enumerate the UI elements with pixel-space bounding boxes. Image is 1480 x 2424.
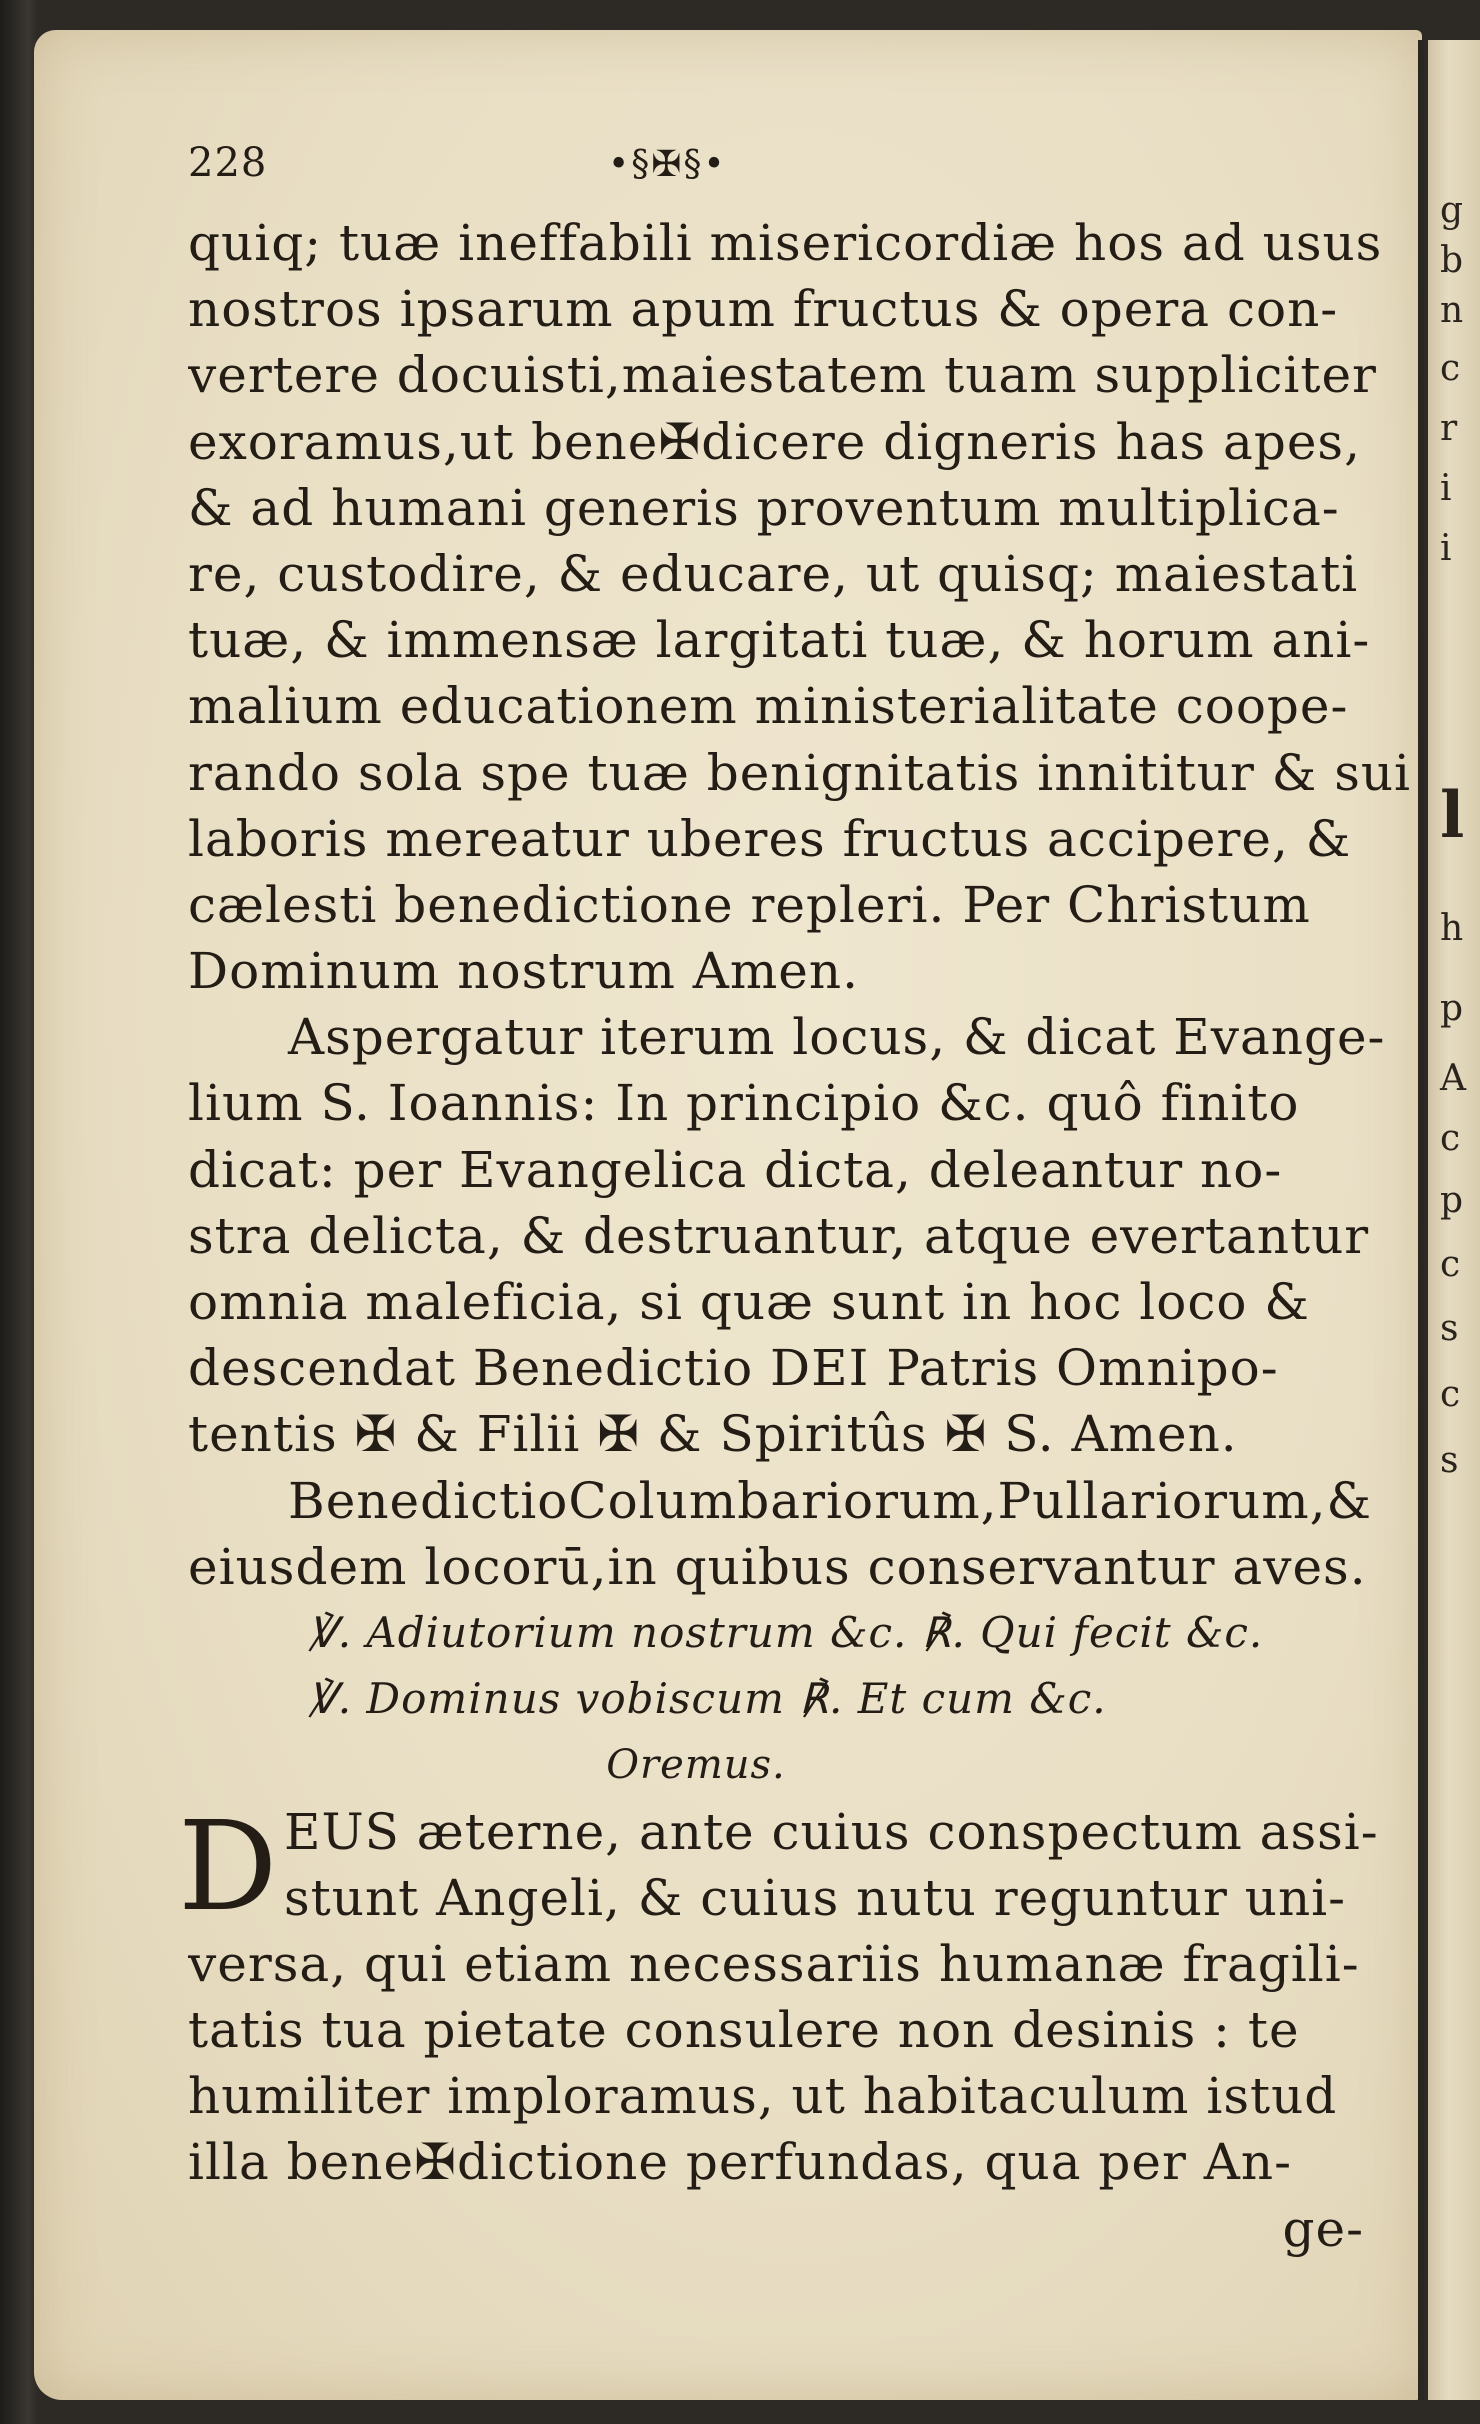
text-line: tentis ✠ & Filii ✠ & Spiritûs ✠ S. Amen.: [188, 1405, 1238, 1464]
facing-page-letter: c: [1440, 348, 1461, 389]
facing-page-letter: r: [1440, 408, 1458, 449]
text-line: rando sola spe tuæ benignitatis innititur & sui: [188, 743, 1412, 802]
facing-page-letter: n: [1440, 290, 1464, 331]
text-line: stra delicta, & destruantur, atque evertantur: [188, 1206, 1370, 1265]
rubric-paragraph: [188, 1004, 1414, 1467]
facing-page-letter: h: [1440, 908, 1464, 949]
text-line: exoramus,ut bene✠dicere digneris has apes,: [188, 412, 1361, 471]
text-line: versa, qui etiam necessariis humanæ fragili-: [188, 1934, 1360, 1993]
text-line: vertere docuisti,maiestatem tuam suppliciter: [188, 346, 1377, 405]
facing-page-letter: c: [1440, 1374, 1461, 1415]
facing-page-letter: s: [1440, 1308, 1459, 1349]
facing-page-letter: p: [1440, 988, 1464, 1029]
facing-page-letter: p: [1440, 1180, 1464, 1221]
facing-page-letter: b: [1440, 240, 1464, 281]
versicles: [188, 1600, 1414, 1732]
text-line: quiq; tuæ ineffabili misericordiæ hos ad usus: [188, 214, 1383, 272]
header-ornament: •§✠§•: [608, 144, 727, 185]
text-line: re, custodire, & educare, ut quisq; maiestati: [188, 544, 1359, 603]
drop-cap: D: [178, 1794, 279, 1939]
text-line: tuæ, & immensæ largitati tuæ, & horum ani-: [188, 611, 1371, 670]
text-line: cælesti benedictione repleri. Per Christum: [188, 875, 1311, 934]
page-gutter: [1418, 40, 1424, 2400]
page-text: [178, 140, 1414, 2262]
catchword: ge-: [1282, 2199, 1364, 2258]
text-line: tatis tua pietate consulere non desinis : te: [188, 2001, 1300, 2060]
text-line: EUS æterne, ante cuius conspectum assi-: [284, 1802, 1379, 1861]
text-line: omnia maleficia, si quæ sunt in hoc loco &: [188, 1273, 1310, 1331]
facing-page-letter: l: [1440, 778, 1465, 853]
text-line: Dominum nostrum Amen.: [188, 942, 859, 1001]
versicle-line: ℣. Adiutorium nostrum &c. ℟. Qui fecit &c.: [308, 1607, 1264, 1657]
facing-page-letter: s: [1440, 1440, 1459, 1481]
text-line: laboris mereatur uberes fructus accipere, &: [188, 809, 1352, 868]
prayer-paragraph-1: [188, 210, 1414, 1004]
text-line: BenedictioColumbariorum,Pullariorum,&: [288, 1471, 1373, 1530]
text-line: eiusdem locorū,in quibus conservantur aves.: [188, 1537, 1367, 1596]
facing-page-letter: g: [1440, 190, 1464, 231]
text-line: dicat: per Evangelica dicta, deleantur no-: [188, 1140, 1283, 1199]
text-line: & ad humani generis proventum multiplica-: [188, 478, 1340, 537]
facing-page-letter: i: [1440, 528, 1452, 569]
facing-page-edge: [1428, 40, 1480, 2400]
versicle-line: ℣. Dominus vobiscum ℟. Et cum &c.: [308, 1674, 1107, 1724]
prayer-paragraph-2: [178, 1794, 1414, 2196]
text-line: lium S. Ioannis: In principio &c. quô finito: [188, 1074, 1300, 1133]
page-number: 228: [188, 140, 268, 186]
section-title: [188, 1468, 1414, 1600]
facing-page-letter: c: [1440, 1244, 1461, 1285]
oremus-heading: Oremus.: [606, 1742, 786, 1789]
facing-page-letter: c: [1440, 1118, 1461, 1159]
facing-page-letter: A: [1440, 1058, 1466, 1099]
text-line: stunt Angeli, & cuius nutu reguntur uni-: [284, 1868, 1347, 1927]
facing-page-letter: i: [1440, 468, 1452, 509]
text-line: humiliter imploramus, ut habitaculum istud: [188, 2067, 1338, 2126]
text-line: malium educationem ministerialitate coope-: [188, 677, 1349, 736]
text-line: descendat Benedictio DEI Patris Omnipo-: [188, 1339, 1279, 1398]
running-header: [188, 140, 1414, 210]
text-line: Aspergatur iterum locus, & dicat Evange-: [288, 1008, 1386, 1067]
text-line: nostros ipsarum apum fructus & opera con-: [188, 280, 1339, 339]
text-line: illa bene✠dictione perfundas, qua per An-: [188, 2133, 1293, 2192]
